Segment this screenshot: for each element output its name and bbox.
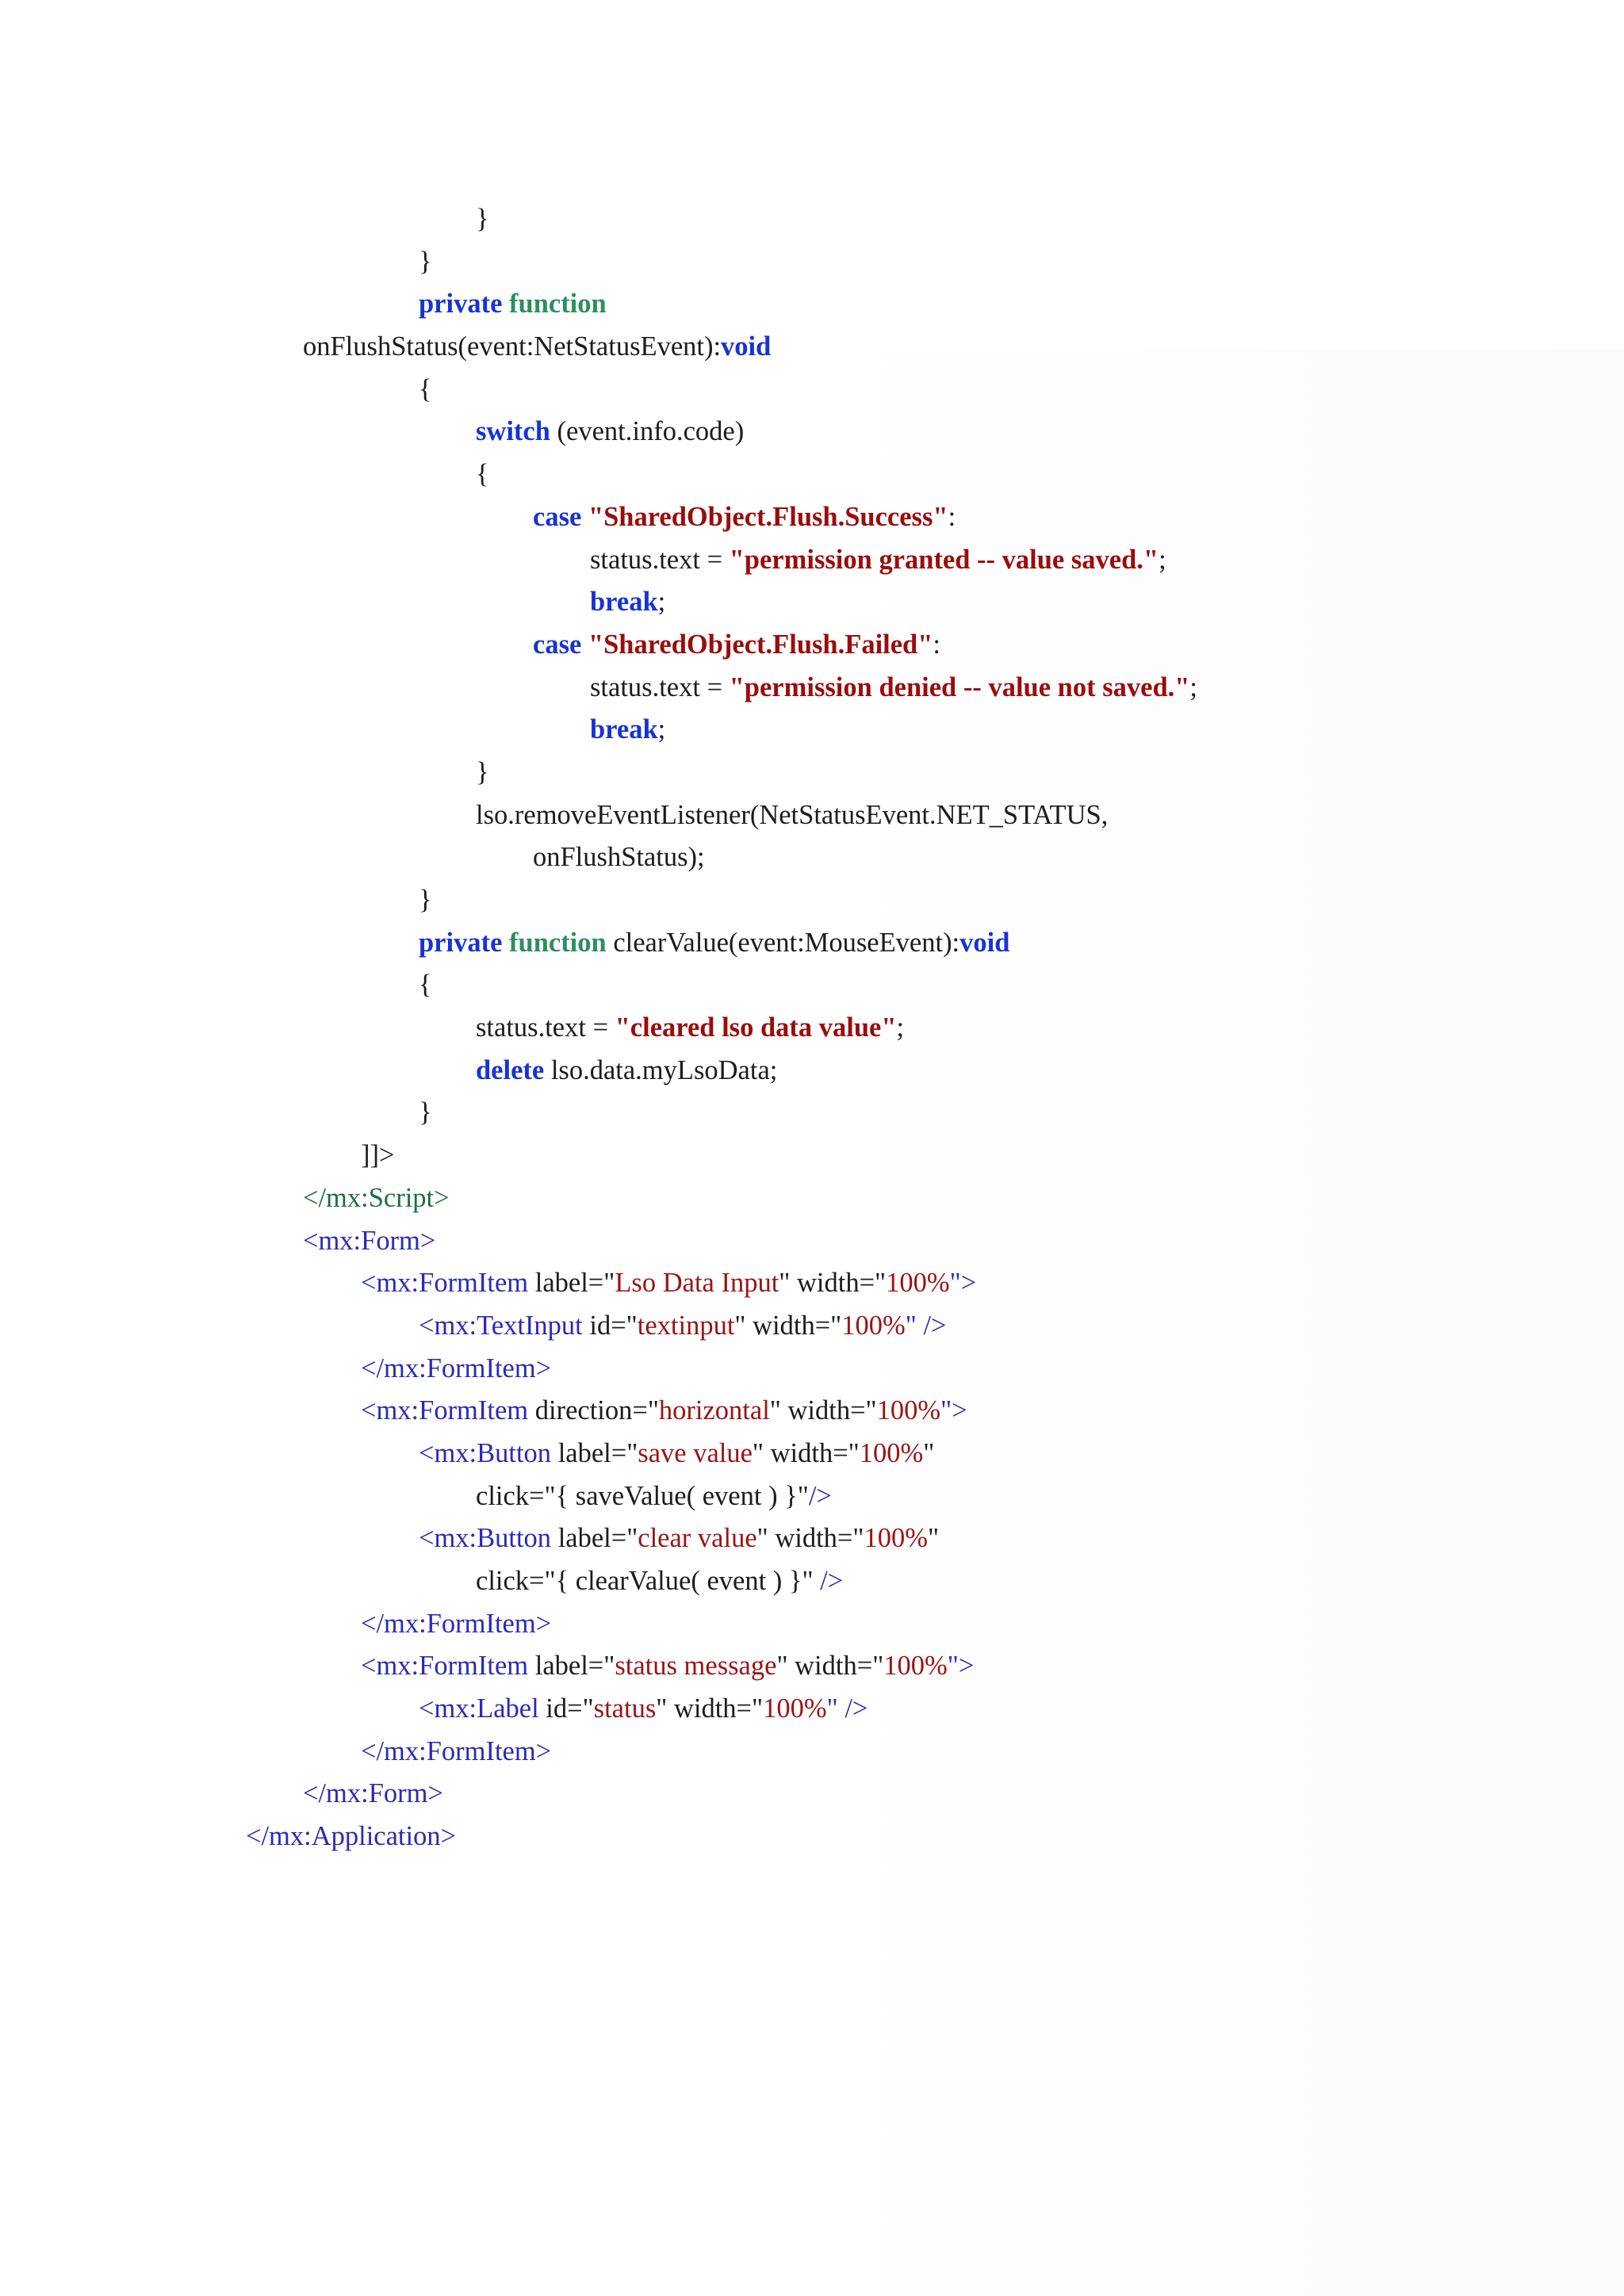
code-token: textinput bbox=[637, 1310, 735, 1341]
code-line bbox=[0, 453, 1624, 496]
code-token: <mx:Button bbox=[419, 1437, 552, 1468]
code-line bbox=[0, 1220, 1624, 1263]
code-line bbox=[0, 1603, 1624, 1646]
code-token: function bbox=[509, 927, 607, 958]
code-token: 100% bbox=[886, 1268, 950, 1299]
code-line bbox=[0, 1262, 1624, 1305]
code-token: save value bbox=[638, 1437, 753, 1468]
code-line bbox=[0, 624, 1624, 667]
code-token: /> bbox=[820, 1566, 844, 1596]
code-line bbox=[0, 1475, 1624, 1518]
code-token: case bbox=[533, 501, 582, 532]
code-token: click="{ saveValue( event ) }" bbox=[476, 1480, 809, 1511]
code-line bbox=[0, 1688, 1624, 1731]
code-token: status.text = bbox=[590, 544, 730, 575]
code-line bbox=[0, 326, 1624, 369]
code-line bbox=[0, 581, 1624, 624]
code-token: id=" bbox=[582, 1310, 638, 1341]
code-token: case bbox=[533, 629, 582, 660]
code-token: clearValue(event:MouseEvent): bbox=[606, 927, 960, 958]
code-token: " width=" bbox=[776, 1651, 884, 1682]
code-token: <mx:Button bbox=[419, 1523, 552, 1554]
code-token: { bbox=[419, 373, 432, 404]
code-token: </mx:Application> bbox=[246, 1821, 457, 1852]
code-token: "> bbox=[949, 1268, 977, 1299]
code-token: delete bbox=[476, 1054, 545, 1085]
code-token: " /> bbox=[826, 1693, 868, 1724]
code-token: lso.removeEventListener(NetStatusEvent.NET_STATUS, bbox=[476, 799, 1109, 830]
code-line bbox=[0, 1177, 1624, 1220]
code-listing bbox=[0, 198, 1624, 1858]
code-line bbox=[0, 1050, 1624, 1093]
code-token: status.text = bbox=[590, 672, 730, 702]
code-token: ; bbox=[657, 587, 666, 618]
code-token: 100% bbox=[859, 1437, 924, 1468]
code-token: <mx:FormItem bbox=[361, 1651, 529, 1682]
code-token: onFlushStatus); bbox=[533, 842, 705, 873]
code-token: " width=" bbox=[756, 1523, 864, 1554]
code-line bbox=[0, 369, 1624, 411]
code-token: } bbox=[476, 756, 489, 787]
code-token: " width=" bbox=[752, 1437, 860, 1468]
code-token: status.text = bbox=[476, 1012, 615, 1043]
code-line bbox=[0, 283, 1624, 326]
code-token: </mx:FormItem> bbox=[361, 1608, 552, 1639]
code-token: : bbox=[933, 629, 940, 660]
code-token: } bbox=[419, 246, 432, 277]
code-token: click="{ clearValue( event ) }" bbox=[476, 1566, 821, 1596]
code-token: 100% bbox=[883, 1651, 948, 1682]
code-token: status message bbox=[615, 1651, 777, 1682]
code-token: void bbox=[721, 331, 772, 362]
code-token: </mx:Form> bbox=[303, 1778, 443, 1809]
code-token: <mx:Form> bbox=[303, 1225, 436, 1256]
code-token: "> bbox=[940, 1395, 967, 1426]
code-token: label=" bbox=[551, 1523, 638, 1554]
code-token: void bbox=[959, 927, 1010, 958]
code-line bbox=[0, 241, 1624, 284]
code-token: clear value bbox=[638, 1523, 757, 1554]
code-token bbox=[502, 289, 509, 319]
code-line bbox=[0, 496, 1624, 539]
code-token: break bbox=[590, 587, 658, 618]
code-line bbox=[0, 1135, 1624, 1177]
code-line bbox=[0, 1305, 1624, 1348]
code-token: switch bbox=[476, 416, 550, 447]
code-token: "> bbox=[947, 1651, 975, 1682]
code-token: </mx:FormItem> bbox=[361, 1353, 552, 1383]
code-token: label=" bbox=[528, 1651, 615, 1682]
code-line bbox=[0, 1645, 1624, 1688]
code-token: </mx:Script> bbox=[303, 1182, 450, 1213]
code-line bbox=[0, 1390, 1624, 1433]
code-token: " width=" bbox=[769, 1395, 877, 1426]
code-token: label=" bbox=[528, 1268, 615, 1299]
code-token: 100% bbox=[763, 1693, 827, 1724]
code-line bbox=[0, 1007, 1624, 1050]
code-token: "cleared lso data value" bbox=[615, 1012, 897, 1043]
code-line bbox=[0, 667, 1624, 710]
code-token: "permission denied -- value not saved." bbox=[729, 672, 1190, 702]
code-line bbox=[0, 1517, 1624, 1560]
code-token bbox=[581, 629, 588, 660]
code-token: <mx:TextInput bbox=[419, 1310, 583, 1341]
code-line bbox=[0, 539, 1624, 582]
code-token: } bbox=[476, 204, 489, 234]
code-token: </mx:FormItem> bbox=[361, 1735, 552, 1766]
code-line bbox=[0, 1816, 1624, 1858]
code-token: " width=" bbox=[656, 1693, 764, 1724]
code-line bbox=[0, 794, 1624, 837]
code-token: private bbox=[419, 927, 503, 958]
code-token: onFlushStatus(event:NetStatusEvent): bbox=[303, 331, 722, 362]
code-line bbox=[0, 411, 1624, 453]
code-token: lso.data.myLsoData; bbox=[544, 1054, 778, 1085]
code-token: status bbox=[593, 1693, 657, 1724]
code-token: " width=" bbox=[779, 1268, 887, 1299]
code-token: (event.info.code) bbox=[550, 416, 745, 447]
code-token: break bbox=[590, 714, 658, 745]
code-line bbox=[0, 964, 1624, 1007]
code-token: " /> bbox=[905, 1310, 947, 1341]
code-token: ; bbox=[1159, 544, 1166, 575]
code-token: <mx:FormItem bbox=[361, 1395, 529, 1426]
code-token bbox=[581, 502, 588, 532]
code-token: { bbox=[419, 970, 432, 1001]
code-token: label=" bbox=[551, 1437, 638, 1468]
code-token: "SharedObject.Flush.Success" bbox=[588, 501, 948, 532]
code-line bbox=[0, 709, 1624, 752]
code-line bbox=[0, 1092, 1624, 1135]
code-token: "permission granted -- value saved." bbox=[729, 544, 1159, 575]
code-token: <mx:FormItem bbox=[361, 1268, 529, 1299]
code-line bbox=[0, 1731, 1624, 1774]
code-line bbox=[0, 1560, 1624, 1603]
code-token: } bbox=[419, 1097, 432, 1128]
code-token: " width=" bbox=[734, 1310, 842, 1341]
code-line bbox=[0, 1773, 1624, 1816]
code-token: horizontal bbox=[658, 1395, 770, 1426]
code-token: ; bbox=[1189, 672, 1198, 702]
code-token: direction=" bbox=[528, 1395, 659, 1426]
code-line bbox=[0, 836, 1624, 879]
code-token: ]]> bbox=[361, 1140, 395, 1171]
code-line bbox=[0, 1348, 1624, 1391]
code-token: " bbox=[923, 1437, 935, 1468]
code-token: Lso Data Input bbox=[615, 1268, 779, 1299]
code-token: ; bbox=[657, 714, 666, 745]
code-token: private bbox=[419, 289, 503, 320]
code-token bbox=[502, 928, 509, 958]
code-token: { bbox=[476, 459, 489, 490]
code-token: ; bbox=[896, 1012, 905, 1043]
code-token: <mx:Label bbox=[419, 1693, 539, 1724]
code-token: "SharedObject.Flush.Failed" bbox=[588, 629, 933, 660]
code-token: id=" bbox=[538, 1693, 594, 1724]
code-line bbox=[0, 1433, 1624, 1475]
code-token: } bbox=[419, 885, 432, 915]
code-line bbox=[0, 198, 1624, 241]
code-token: 100% bbox=[864, 1523, 928, 1554]
code-token: " bbox=[927, 1523, 940, 1554]
code-token: 100% bbox=[841, 1310, 906, 1341]
code-token: : bbox=[948, 501, 956, 532]
code-line bbox=[0, 879, 1624, 922]
code-token: function bbox=[509, 289, 607, 320]
code-line bbox=[0, 752, 1624, 794]
code-token: /> bbox=[808, 1480, 832, 1511]
code-line bbox=[0, 922, 1624, 965]
code-token: 100% bbox=[876, 1395, 941, 1426]
